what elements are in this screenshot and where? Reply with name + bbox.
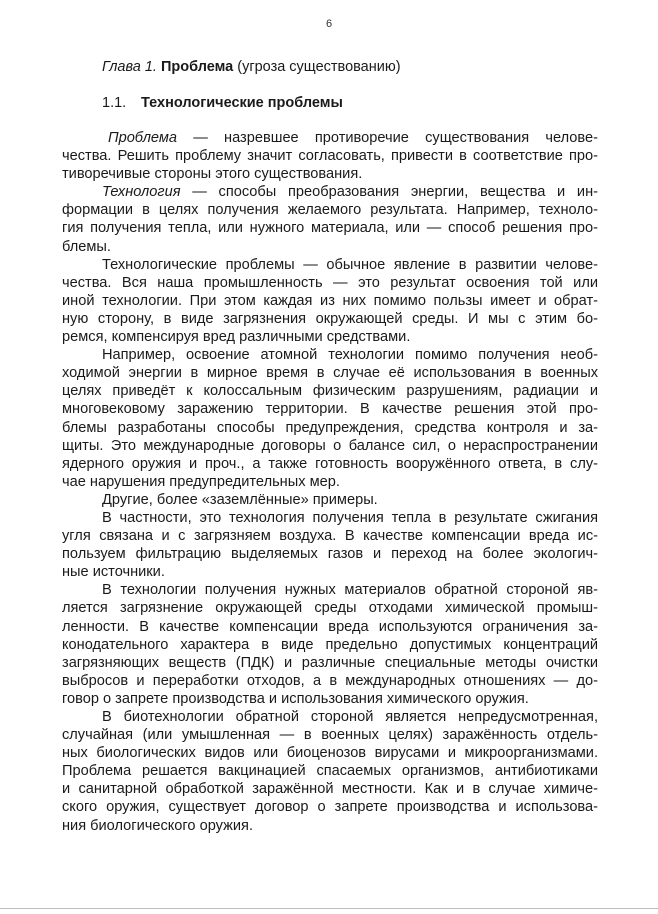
text-line: ные источники. xyxy=(62,564,165,581)
text-line: ных биологических видов или биоценозов вирусами и микроорганизмами. xyxy=(62,745,598,762)
text-line: ремся, компенсируя вред различными средствами. xyxy=(62,329,411,346)
text-line: гия получения тепла, или нужного материала, или — способ решения про- xyxy=(62,220,598,237)
text-line: ляется загрязнение окружающей среды отходами химической промыш- xyxy=(62,600,598,617)
text-line: ния биологического оружия. xyxy=(62,817,254,834)
section-number: 1.1. xyxy=(102,95,127,111)
text-line: ядерного оружия и проч., а также готовность вооружённого ответа, в слу- xyxy=(62,455,598,472)
term-technology: Технология xyxy=(102,184,181,201)
text-line: случайная (или умышленная — в военных целях) заражённость отдель- xyxy=(62,727,598,744)
body-text xyxy=(62,129,598,835)
chapter-heading xyxy=(102,58,401,76)
section-heading xyxy=(102,94,343,112)
text-line: загрязняющих веществ (ПДК) и различные специальные методы очистки xyxy=(62,654,598,671)
text-line: формации в целях получения желаемого результата. Например, техноло- xyxy=(62,202,598,219)
text-line: Другие, более «заземлённые» примеры. xyxy=(102,491,378,508)
text-line: Например, освоение атомной технологии помимо получения необ- xyxy=(102,347,598,364)
text-line: тиворечивые стороны этого существования. xyxy=(62,166,363,183)
text-line: угля связана и с загрязняем воздуха. В качестве компенсации вреда ис- xyxy=(62,528,598,545)
text-line: чае нарушения предупредительных мер. xyxy=(62,473,340,490)
text-line: чества. Вся наша промышленность — это результат освоения той или xyxy=(62,274,598,291)
text-line: Проблема — назревшее противоречие существования челове- xyxy=(108,130,598,146)
text-line: выбросов и переработки отходов, а в международных отношениях — до- xyxy=(62,672,598,689)
page-number: 6 xyxy=(325,18,333,30)
chapter-subtitle: (угроза существованию) xyxy=(237,59,401,75)
text-line: ленности. В качестве компенсации вреда используются ограничения за- xyxy=(62,618,598,635)
text-line: щиты. Это международные договоры о балансе сил, о нераспространении xyxy=(62,437,598,454)
text-line: блемы. xyxy=(62,238,111,255)
text-line: блемы разработаны способы предупреждения, средства контроля и за- xyxy=(62,419,598,436)
text-line: целях приведёт к колоссальным физическим разрушениям, радиации и xyxy=(62,383,598,400)
text-line: чества. Решить проблему значит согласовать, привести в соответствие про- xyxy=(62,148,598,165)
text-line: Проблема решается вакцинацией спасаемых организмов, антибиотиками xyxy=(62,763,598,780)
text-line: В технологии получения нужных материалов обратной стороной яв- xyxy=(102,582,598,599)
section-title: Технологические проблемы xyxy=(141,95,343,111)
text-line: ную сторону, в виде загрязнения окружающей среды. И мы с этим бо- xyxy=(62,310,598,327)
term-problem: Проблема xyxy=(108,130,177,146)
text-line: Технология — способы преобразования энергии, вещества и ин- xyxy=(102,184,598,201)
text-line: пользуем фильтрацию выделяемых газов и переход на более экологич- xyxy=(62,546,598,563)
text-line: В частности, это технология получения тепла в результате сжигания xyxy=(102,509,598,526)
text-line: Технологические проблемы — обычное явление в развитии челове- xyxy=(102,256,598,273)
chapter-label: Глава 1. xyxy=(102,59,157,75)
text-line: ходимой энергии в мирное время в случае её использования в военных xyxy=(62,365,598,382)
text-line: и санитарной обработкой заражённой местности. Как и в случае химиче- xyxy=(62,781,598,798)
chapter-title: Проблема xyxy=(160,59,234,75)
text-line: В биотехнологии обратной стороной является непредусмотренная, xyxy=(102,709,598,725)
text-line: иной технологии. При этом каждая из них помимо пользы имеет и обрат- xyxy=(62,292,598,309)
text-line: конодательного характера в виде предельно допустимых концентраций xyxy=(62,636,598,653)
text-line: говор о запрете производства и использования химического оружия. xyxy=(62,690,529,707)
text-line: ского оружия, существует договор о запрете производства и использова- xyxy=(62,799,598,816)
text-line: многовековому заражению территории. В качестве решения этой про- xyxy=(62,401,598,418)
page-bottom-divider xyxy=(0,908,658,909)
